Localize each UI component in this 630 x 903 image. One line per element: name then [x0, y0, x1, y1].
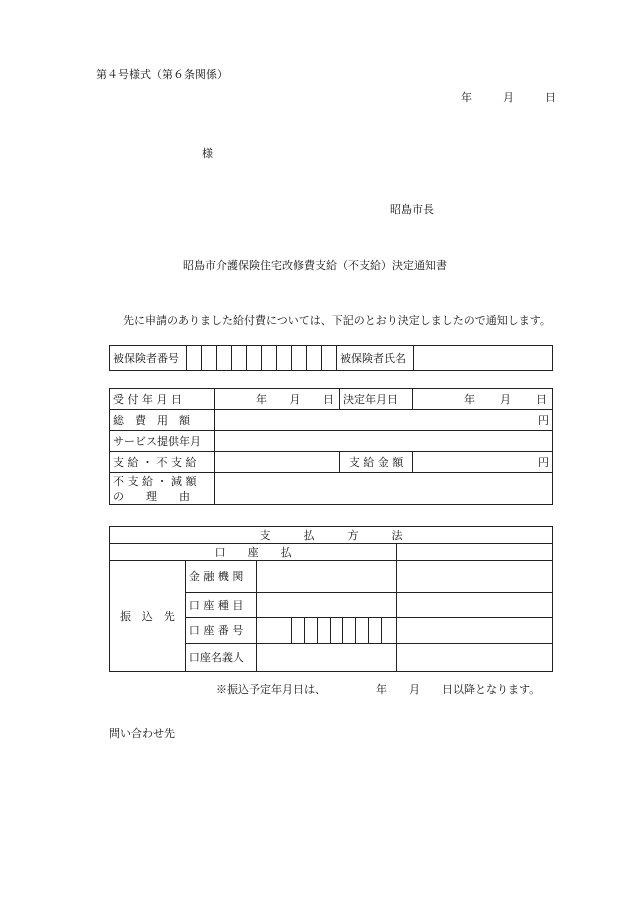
note-month: 月	[409, 683, 420, 696]
total-cost-field[interactable]	[215, 410, 553, 431]
reason-label-line2: の 理 由	[113, 489, 190, 503]
contact-label: 問い合わせ先	[109, 727, 175, 740]
insured-name-label: 被保険者氏名	[337, 346, 414, 371]
reason-label-line1: 不 支 給 ・ 減 額	[113, 474, 197, 488]
received-day: 日	[323, 392, 334, 406]
account-transfer-extra	[397, 544, 553, 561]
account-number-digit[interactable]	[368, 618, 381, 643]
service-month-field[interactable]	[215, 431, 553, 452]
decided-date-label: 決定年月日	[340, 389, 413, 410]
account-type-extra[interactable]	[397, 593, 553, 618]
received-year: 年	[256, 392, 267, 406]
addressee-suffix: 様	[202, 147, 213, 160]
insured-number-digit[interactable]	[307, 346, 322, 371]
date-day: 日	[545, 91, 556, 104]
received-date-label: 受 付 年 月 日	[110, 389, 215, 410]
payment-amount-field[interactable]	[413, 452, 553, 473]
account-number-label: 口 座 番 号	[185, 618, 256, 644]
document-title: 昭島市介護保険住宅改修費支給（不支給）決定通知書	[183, 259, 447, 272]
account-number-field[interactable]	[256, 618, 396, 644]
payment-method-table	[109, 526, 553, 672]
date-year: 年	[461, 91, 472, 104]
payment-status-field[interactable]	[215, 452, 340, 473]
insured-name-field[interactable]	[414, 346, 553, 371]
payment-status-label: 支 給 ・ 不 支 給	[110, 452, 215, 473]
note-year: 年	[376, 683, 387, 696]
insured-number-digit[interactable]	[262, 346, 277, 371]
insured-number-digit[interactable]	[277, 346, 292, 371]
account-holder-field[interactable]	[256, 644, 396, 672]
transfer-to-label: 振 込 先	[110, 561, 186, 672]
reason-label	[110, 473, 215, 505]
account-number-digit[interactable]	[330, 618, 343, 643]
account-number-digit[interactable]	[342, 618, 355, 643]
account-transfer-label: 口 座 払	[110, 544, 397, 561]
bank-extra[interactable]	[397, 561, 553, 593]
account-holder-extra[interactable]	[397, 644, 553, 672]
insured-number-digit[interactable]	[187, 346, 202, 371]
issuer: 昭島市長	[390, 203, 434, 216]
note-prefix: ※振込予定年月日は、	[216, 683, 326, 696]
account-holder-label: 口座名義人	[185, 644, 256, 672]
reason-field[interactable]	[215, 473, 553, 505]
transfer-date-note	[216, 681, 540, 697]
account-type-label: 口 座 種 目	[185, 593, 256, 618]
issue-date	[461, 89, 556, 105]
account-number-digit[interactable]	[317, 618, 330, 643]
received-month: 月	[289, 392, 301, 406]
account-type-field[interactable]	[256, 593, 396, 618]
intro-text: 先に申請のありました給付費については、下記のとおり決定しましたので通知します。	[123, 314, 551, 327]
account-number-digit[interactable]	[292, 618, 304, 643]
total-cost-label: 総 費 用 額	[110, 410, 215, 431]
insured-number-digit[interactable]	[232, 346, 247, 371]
insured-number-digit[interactable]	[292, 346, 307, 371]
service-month-label: サービス提供年月	[110, 431, 215, 452]
insured-table	[109, 345, 553, 371]
insured-number-digit[interactable]	[322, 346, 337, 371]
total-cost-yen: 円	[538, 413, 549, 427]
payment-method-heading: 支 払 方 法	[110, 527, 553, 544]
insured-number-digit[interactable]	[247, 346, 262, 371]
note-suffix: 日以降となります。	[442, 683, 541, 696]
decided-date-field[interactable]	[413, 389, 553, 410]
date-month: 月	[503, 91, 514, 104]
account-number-digit[interactable]	[304, 618, 317, 643]
decided-year: 年	[464, 392, 475, 406]
insured-number-digit[interactable]	[217, 346, 232, 371]
insured-number-label: 被保険者番号	[110, 346, 187, 371]
decided-day: 日	[536, 392, 547, 406]
payment-amount-label: 支 給 金 額	[340, 452, 413, 473]
details-table	[109, 388, 553, 505]
bank-field[interactable]	[256, 561, 396, 593]
insured-number-digit[interactable]	[202, 346, 217, 371]
account-number-digit[interactable]	[355, 618, 368, 643]
payment-amount-yen: 円	[538, 455, 549, 469]
decided-month: 月	[500, 392, 511, 406]
bank-label: 金 融 機 関	[185, 561, 256, 593]
form-number: 第４号様式（第６条関係）	[96, 68, 228, 81]
account-number-extra[interactable]	[397, 618, 553, 644]
received-date-field[interactable]	[215, 389, 340, 410]
